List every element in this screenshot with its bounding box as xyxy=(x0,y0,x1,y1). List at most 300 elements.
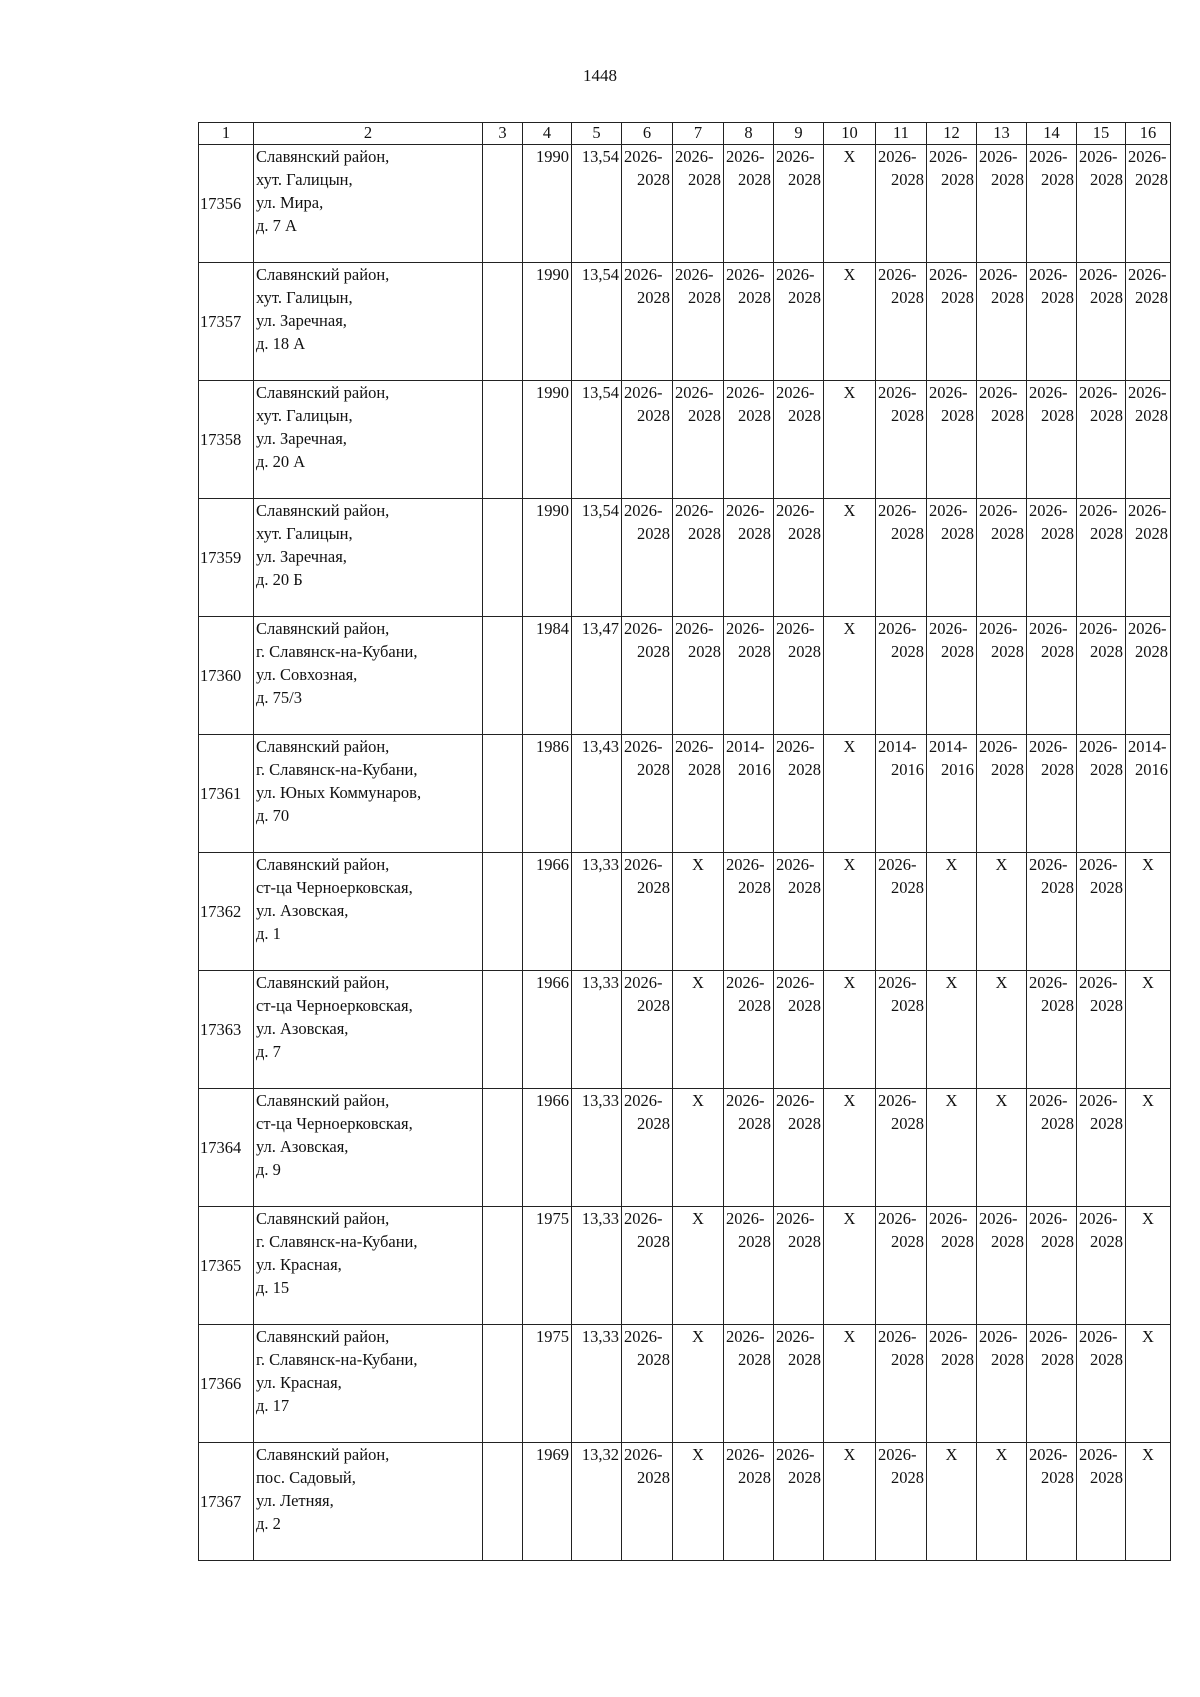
row-number: 17358 xyxy=(199,381,254,499)
row-number: 17360 xyxy=(199,617,254,735)
period-start: 2026- xyxy=(1029,265,1068,284)
address-line: ул. Азовская, xyxy=(256,1137,349,1156)
not-applicable-mark: X xyxy=(927,853,977,971)
period-end: 2028 xyxy=(688,288,721,307)
year-cell: 1990 xyxy=(523,381,572,499)
period-start: 2026- xyxy=(878,383,917,402)
period-cell xyxy=(1077,499,1126,617)
period-start: 2026- xyxy=(675,619,714,638)
rate-cell: 13,32 xyxy=(572,1443,622,1561)
period-cell xyxy=(724,381,774,499)
period-start: 2026- xyxy=(776,147,815,166)
address-line: пос. Садовый, xyxy=(256,1468,356,1487)
not-applicable-mark: X xyxy=(977,1443,1027,1561)
period-cell xyxy=(1126,381,1171,499)
address-cell xyxy=(254,1089,483,1207)
period-cell xyxy=(1126,735,1171,853)
row-number: 17357 xyxy=(199,263,254,381)
period-end: 2028 xyxy=(1041,1232,1074,1251)
period-end: 2028 xyxy=(1090,406,1123,425)
period-cell xyxy=(622,1207,673,1325)
period-cell xyxy=(1077,971,1126,1089)
period-cell xyxy=(1027,145,1077,263)
period-cell xyxy=(622,1325,673,1443)
period-end: 2028 xyxy=(1090,288,1123,307)
period-start: 2026- xyxy=(624,1209,663,1228)
column-header: 8 xyxy=(724,123,774,145)
period-end: 2028 xyxy=(1041,288,1074,307)
period-end: 2028 xyxy=(1090,1114,1123,1133)
period-cell xyxy=(1077,1207,1126,1325)
period-cell xyxy=(876,735,927,853)
table-row xyxy=(199,617,1171,735)
not-applicable-mark: X xyxy=(673,1443,724,1561)
period-end: 2028 xyxy=(788,1350,821,1369)
not-applicable-mark: X xyxy=(1126,1207,1171,1325)
period-end: 2028 xyxy=(1090,1468,1123,1487)
address-line: Славянский район, xyxy=(256,1091,390,1110)
period-start: 2026- xyxy=(776,1327,815,1346)
period-end: 2028 xyxy=(1041,524,1074,543)
not-applicable-mark: X xyxy=(1126,971,1171,1089)
column-header: 15 xyxy=(1077,123,1126,145)
period-start: 2026- xyxy=(1079,1209,1118,1228)
period-start: 2026- xyxy=(1079,1327,1118,1346)
period-end: 2028 xyxy=(637,1468,670,1487)
period-start: 2014- xyxy=(726,737,765,756)
address-line: Славянский район, xyxy=(256,501,390,520)
period-end: 2028 xyxy=(941,406,974,425)
period-end: 2028 xyxy=(788,996,821,1015)
row-number: 17367 xyxy=(199,1443,254,1561)
period-cell xyxy=(1027,381,1077,499)
row-number: 17361 xyxy=(199,735,254,853)
period-start: 2026- xyxy=(776,619,815,638)
period-cell xyxy=(927,617,977,735)
period-end: 2028 xyxy=(1041,760,1074,779)
address-line: ст-ца Черноерковская, xyxy=(256,1114,413,1133)
not-applicable-mark: X xyxy=(673,971,724,1089)
period-cell xyxy=(1126,263,1171,381)
period-cell xyxy=(1027,263,1077,381)
period-start: 2026- xyxy=(726,1445,765,1464)
period-start: 2026- xyxy=(776,855,815,874)
not-applicable-mark: X xyxy=(824,499,876,617)
not-applicable-mark: X xyxy=(824,263,876,381)
not-applicable-mark: X xyxy=(673,1325,724,1443)
not-applicable-mark: X xyxy=(1126,853,1171,971)
period-cell xyxy=(977,1207,1027,1325)
period-start: 2026- xyxy=(624,501,663,520)
column-header: 1 xyxy=(199,123,254,145)
period-end: 2028 xyxy=(941,1350,974,1369)
period-cell xyxy=(1077,735,1126,853)
period-start: 2014- xyxy=(878,737,917,756)
period-cell xyxy=(622,1443,673,1561)
address-line: г. Славянск-на-Кубани, xyxy=(256,642,418,661)
period-cell xyxy=(774,853,824,971)
empty-cell xyxy=(483,1089,523,1207)
period-end: 2028 xyxy=(788,288,821,307)
address-line: хут. Галицын, xyxy=(256,524,353,543)
period-cell xyxy=(673,735,724,853)
period-end: 2028 xyxy=(688,524,721,543)
period-end: 2028 xyxy=(991,524,1024,543)
table-row xyxy=(199,499,1171,617)
period-end: 2028 xyxy=(738,288,771,307)
period-cell xyxy=(876,145,927,263)
empty-cell xyxy=(483,381,523,499)
period-end: 2028 xyxy=(1041,996,1074,1015)
period-end: 2028 xyxy=(941,642,974,661)
period-cell xyxy=(622,971,673,1089)
not-applicable-mark: X xyxy=(927,1089,977,1207)
not-applicable-mark: X xyxy=(824,617,876,735)
period-cell xyxy=(927,499,977,617)
period-cell xyxy=(927,1207,977,1325)
period-start: 2026- xyxy=(624,737,663,756)
period-cell xyxy=(1077,1089,1126,1207)
period-end: 2028 xyxy=(738,1350,771,1369)
period-start: 2026- xyxy=(776,737,815,756)
period-start: 2026- xyxy=(979,619,1018,638)
period-start: 2026- xyxy=(726,1091,765,1110)
address-line: Славянский район, xyxy=(256,973,390,992)
period-start: 2026- xyxy=(1079,501,1118,520)
period-end: 2028 xyxy=(637,170,670,189)
period-start: 2026- xyxy=(1128,265,1167,284)
period-cell xyxy=(1027,1207,1077,1325)
period-start: 2026- xyxy=(878,1445,917,1464)
period-start: 2026- xyxy=(929,619,968,638)
period-start: 2026- xyxy=(929,265,968,284)
period-cell xyxy=(774,1325,824,1443)
period-end: 2028 xyxy=(1135,406,1168,425)
period-cell xyxy=(1027,1325,1077,1443)
table-row xyxy=(199,853,1171,971)
period-cell xyxy=(774,1207,824,1325)
period-start: 2026- xyxy=(1079,973,1118,992)
address-cell xyxy=(254,853,483,971)
address-line: ул. Летняя, xyxy=(256,1491,334,1510)
page-number: 1448 xyxy=(583,66,617,85)
year-cell: 1966 xyxy=(523,853,572,971)
period-start: 2026- xyxy=(726,973,765,992)
period-start: 2026- xyxy=(776,973,815,992)
address-line: д. 17 xyxy=(256,1396,290,1415)
row-number: 17366 xyxy=(199,1325,254,1443)
period-end: 2028 xyxy=(1135,170,1168,189)
rate-cell: 13,54 xyxy=(572,263,622,381)
address-cell xyxy=(254,1325,483,1443)
address-line: г. Славянск-на-Кубани, xyxy=(256,1350,418,1369)
column-header: 2 xyxy=(254,123,483,145)
period-start: 2026- xyxy=(979,1327,1018,1346)
period-start: 2026- xyxy=(624,1327,663,1346)
period-end: 2028 xyxy=(891,878,924,897)
period-end: 2028 xyxy=(637,406,670,425)
rate-cell: 13,54 xyxy=(572,499,622,617)
period-end: 2028 xyxy=(891,288,924,307)
period-start: 2026- xyxy=(1029,1445,1068,1464)
period-start: 2026- xyxy=(1029,737,1068,756)
address-line: ул. Мира, xyxy=(256,193,324,212)
period-start: 2026- xyxy=(776,265,815,284)
period-start: 2026- xyxy=(624,973,663,992)
address-line: Славянский район, xyxy=(256,855,390,874)
period-start: 2026- xyxy=(878,1209,917,1228)
rate-cell: 13,47 xyxy=(572,617,622,735)
period-end: 2028 xyxy=(637,524,670,543)
period-cell xyxy=(1027,971,1077,1089)
period-start: 2026- xyxy=(1079,737,1118,756)
period-start: 2026- xyxy=(929,1209,968,1228)
period-start: 2026- xyxy=(1029,973,1068,992)
period-start: 2026- xyxy=(929,1327,968,1346)
column-header: 4 xyxy=(523,123,572,145)
period-cell xyxy=(876,1443,927,1561)
period-start: 2026- xyxy=(1079,265,1118,284)
not-applicable-mark: X xyxy=(824,1089,876,1207)
period-end: 2028 xyxy=(1135,642,1168,661)
period-cell xyxy=(774,263,824,381)
period-end: 2028 xyxy=(991,760,1024,779)
period-end: 2028 xyxy=(788,406,821,425)
period-cell xyxy=(622,853,673,971)
period-start: 2014- xyxy=(929,737,968,756)
period-cell xyxy=(724,971,774,1089)
rate-cell: 13,33 xyxy=(572,1207,622,1325)
not-applicable-mark: X xyxy=(824,735,876,853)
period-cell xyxy=(724,853,774,971)
rate-cell: 13,33 xyxy=(572,971,622,1089)
rate-cell: 13,54 xyxy=(572,145,622,263)
period-cell xyxy=(1126,617,1171,735)
column-header: 14 xyxy=(1027,123,1077,145)
register-table xyxy=(198,122,1171,1561)
period-end: 2028 xyxy=(788,170,821,189)
period-end: 2028 xyxy=(738,642,771,661)
period-start: 2026- xyxy=(726,147,765,166)
address-line: хут. Галицын, xyxy=(256,406,353,425)
not-applicable-mark: X xyxy=(824,1207,876,1325)
period-end: 2028 xyxy=(891,1468,924,1487)
address-cell xyxy=(254,145,483,263)
period-cell xyxy=(622,499,673,617)
period-end: 2028 xyxy=(891,170,924,189)
period-cell xyxy=(1077,1325,1126,1443)
period-start: 2026- xyxy=(979,147,1018,166)
period-end: 2028 xyxy=(738,1468,771,1487)
address-line: д. 70 xyxy=(256,806,290,825)
period-cell xyxy=(977,263,1027,381)
period-start: 2026- xyxy=(1029,383,1068,402)
period-start: 2026- xyxy=(675,265,714,284)
not-applicable-mark: X xyxy=(927,1443,977,1561)
period-start: 2026- xyxy=(726,383,765,402)
address-cell xyxy=(254,1443,483,1561)
period-cell xyxy=(774,735,824,853)
period-cell xyxy=(876,263,927,381)
not-applicable-mark: X xyxy=(1126,1089,1171,1207)
year-cell: 1990 xyxy=(523,499,572,617)
period-end: 2028 xyxy=(1041,1468,1074,1487)
period-cell xyxy=(774,1089,824,1207)
period-cell xyxy=(876,971,927,1089)
period-start: 2026- xyxy=(1079,855,1118,874)
period-end: 2028 xyxy=(891,1114,924,1133)
period-start: 2026- xyxy=(776,1091,815,1110)
period-start: 2026- xyxy=(1079,619,1118,638)
period-end: 2028 xyxy=(688,642,721,661)
period-start: 2026- xyxy=(979,501,1018,520)
period-end: 2028 xyxy=(1090,1232,1123,1251)
period-cell xyxy=(1077,145,1126,263)
address-line: д. 2 xyxy=(256,1514,281,1533)
period-cell xyxy=(876,1089,927,1207)
period-start: 2026- xyxy=(1079,1445,1118,1464)
period-start: 2026- xyxy=(1029,147,1068,166)
year-cell: 1990 xyxy=(523,145,572,263)
period-start: 2026- xyxy=(776,1209,815,1228)
not-applicable-mark: X xyxy=(673,1207,724,1325)
period-cell xyxy=(774,617,824,735)
address-line: Славянский район, xyxy=(256,1445,390,1464)
period-start: 2026- xyxy=(878,1091,917,1110)
period-cell xyxy=(977,1325,1027,1443)
period-cell xyxy=(774,1443,824,1561)
empty-cell xyxy=(483,145,523,263)
period-end: 2028 xyxy=(1090,170,1123,189)
not-applicable-mark: X xyxy=(824,1443,876,1561)
address-line: г. Славянск-на-Кубани, xyxy=(256,1232,418,1251)
address-line: Славянский район, xyxy=(256,265,390,284)
period-cell xyxy=(622,263,673,381)
not-applicable-mark: X xyxy=(1126,1443,1171,1561)
period-start: 2026- xyxy=(624,619,663,638)
period-cell xyxy=(724,1325,774,1443)
address-line: Славянский район, xyxy=(256,383,390,402)
period-cell xyxy=(927,381,977,499)
period-cell xyxy=(724,617,774,735)
year-cell: 1969 xyxy=(523,1443,572,1561)
column-header: 5 xyxy=(572,123,622,145)
column-header: 7 xyxy=(673,123,724,145)
address-line: ул. Юных Коммунаров, xyxy=(256,783,422,802)
period-start: 2026- xyxy=(624,855,663,874)
address-cell xyxy=(254,263,483,381)
period-end: 2028 xyxy=(1041,878,1074,897)
period-end: 2028 xyxy=(991,288,1024,307)
row-number: 17356 xyxy=(199,145,254,263)
rate-cell: 13,43 xyxy=(572,735,622,853)
period-end: 2028 xyxy=(1041,170,1074,189)
period-end: 2028 xyxy=(991,170,1024,189)
period-end: 2028 xyxy=(637,1114,670,1133)
address-line: ул. Заречная, xyxy=(256,547,347,566)
not-applicable-mark: X xyxy=(673,1089,724,1207)
year-cell: 1966 xyxy=(523,971,572,1089)
period-cell xyxy=(977,499,1027,617)
period-start: 2026- xyxy=(1128,501,1167,520)
period-start: 2026- xyxy=(726,619,765,638)
period-cell xyxy=(622,1089,673,1207)
address-line: д. 7 xyxy=(256,1042,281,1061)
period-start: 2026- xyxy=(878,265,917,284)
period-end: 2028 xyxy=(788,642,821,661)
address-cell xyxy=(254,381,483,499)
address-cell xyxy=(254,971,483,1089)
period-cell xyxy=(1077,263,1126,381)
period-end: 2028 xyxy=(738,524,771,543)
address-line: д. 1 xyxy=(256,924,281,943)
period-end: 2016 xyxy=(738,760,771,779)
period-end: 2028 xyxy=(637,996,670,1015)
period-start: 2026- xyxy=(726,265,765,284)
period-end: 2028 xyxy=(688,760,721,779)
address-line: д. 20 А xyxy=(256,452,306,471)
period-cell xyxy=(1027,1089,1077,1207)
period-end: 2028 xyxy=(637,288,670,307)
period-end: 2028 xyxy=(1090,996,1123,1015)
period-cell xyxy=(876,617,927,735)
address-line: г. Славянск-на-Кубани, xyxy=(256,760,418,779)
period-cell xyxy=(673,499,724,617)
address-line: Славянский район, xyxy=(256,619,390,638)
period-cell xyxy=(1027,617,1077,735)
period-end: 2028 xyxy=(788,524,821,543)
period-cell xyxy=(977,381,1027,499)
period-end: 2028 xyxy=(738,1232,771,1251)
period-cell xyxy=(927,263,977,381)
row-number: 17363 xyxy=(199,971,254,1089)
period-end: 2028 xyxy=(1090,1350,1123,1369)
empty-cell xyxy=(483,735,523,853)
address-line: ст-ца Черноерковская, xyxy=(256,878,413,897)
period-cell xyxy=(1126,145,1171,263)
period-cell xyxy=(724,1207,774,1325)
period-cell xyxy=(1077,617,1126,735)
period-end: 2028 xyxy=(637,1232,670,1251)
period-cell xyxy=(1077,853,1126,971)
period-cell xyxy=(774,145,824,263)
period-cell xyxy=(774,971,824,1089)
year-cell: 1966 xyxy=(523,1089,572,1207)
period-end: 2028 xyxy=(991,642,1024,661)
year-cell: 1975 xyxy=(523,1207,572,1325)
empty-cell xyxy=(483,971,523,1089)
not-applicable-mark: X xyxy=(824,1325,876,1443)
row-number: 17365 xyxy=(199,1207,254,1325)
period-cell xyxy=(622,617,673,735)
period-end: 2028 xyxy=(991,1350,1024,1369)
address-cell xyxy=(254,1207,483,1325)
column-header: 9 xyxy=(774,123,824,145)
empty-cell xyxy=(483,853,523,971)
not-applicable-mark: X xyxy=(1126,1325,1171,1443)
period-cell xyxy=(977,617,1027,735)
period-start: 2026- xyxy=(726,1209,765,1228)
period-start: 2026- xyxy=(1029,855,1068,874)
period-end: 2028 xyxy=(637,760,670,779)
address-line: Славянский район, xyxy=(256,737,390,756)
not-applicable-mark: X xyxy=(977,971,1027,1089)
period-end: 2028 xyxy=(891,1350,924,1369)
period-cell xyxy=(927,1325,977,1443)
table-row xyxy=(199,735,1171,853)
period-cell xyxy=(977,735,1027,853)
period-cell xyxy=(673,617,724,735)
